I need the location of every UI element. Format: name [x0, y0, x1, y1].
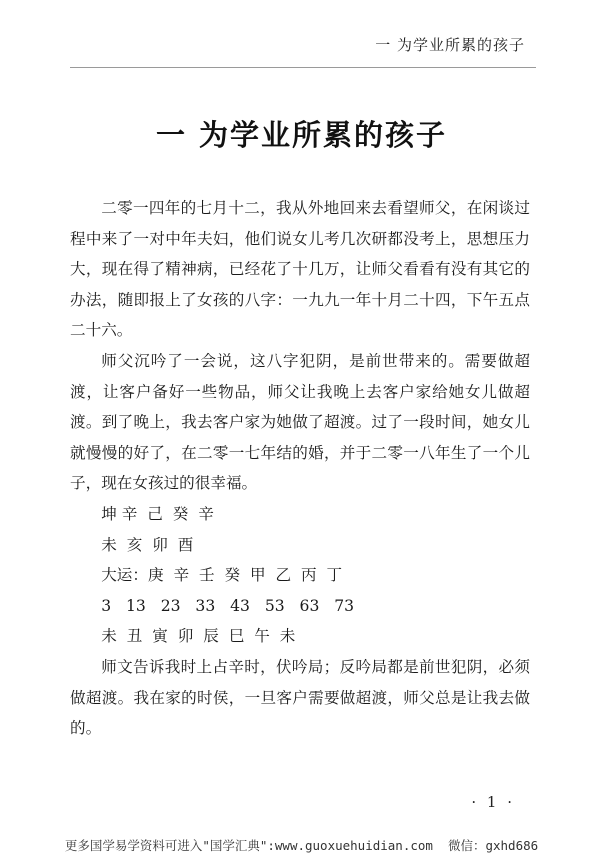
body-text: [70, 193, 530, 744]
bazi-line: 未 亥 卯 酉: [101, 535, 194, 554]
page-number: · 1 ·: [471, 793, 515, 811]
paragraph: 二零一四年的七月十二，我从外地回来去看望师父，在闲谈过程中来了一对中年夫妇，他们说女儿考几次研都没考上，思想压力大，现在得了精神病，已经花了十几万，让师父看看有没有其它的办法，随即报上了女孩的八字：一九九一年十月二十四，下午五点二十六。: [70, 199, 530, 340]
running-header: 一 为学业所累的孩子: [375, 36, 525, 54]
header-rule: [70, 67, 536, 68]
bazi-line: 大运：庚 辛 壬 癸 甲 乙 丙 丁: [101, 566, 343, 585]
bazi-line: 3 13 23 33 43 53 63 73: [101, 596, 355, 615]
bazi-line: 未 丑 寅 卯 辰 巳 午 未: [101, 627, 296, 646]
footer-note: 更多国学易学资料可进入"国学汇典":www.guoxuehuidian.com 微信：gxhd686: [64, 838, 539, 853]
bazi-line: 坤 辛 己 癸 辛: [101, 504, 214, 523]
paragraph: 师文告诉我时上占辛时，伏吟局；反吟局都是前世犯阴，必须做超渡。我在家的时侯，一旦客户需要做超渡，师父总是让我去做的。: [70, 657, 530, 738]
paragraph: 师父沉吟了一会说，这八字犯阴，是前世带来的。需要做超渡，让客户备好一些物品，师父让我晚上去客户家给她女儿做超渡。到了晚上，我去客户家为她做了超渡。过了一段时间，她女儿就慢慢的好了，在二零一七年结的婚，并于二零一八年生了一个儿子，现在女孩过的很幸福。: [70, 351, 530, 493]
chapter-title: 一 为学业所累的孩子: [155, 118, 448, 152]
